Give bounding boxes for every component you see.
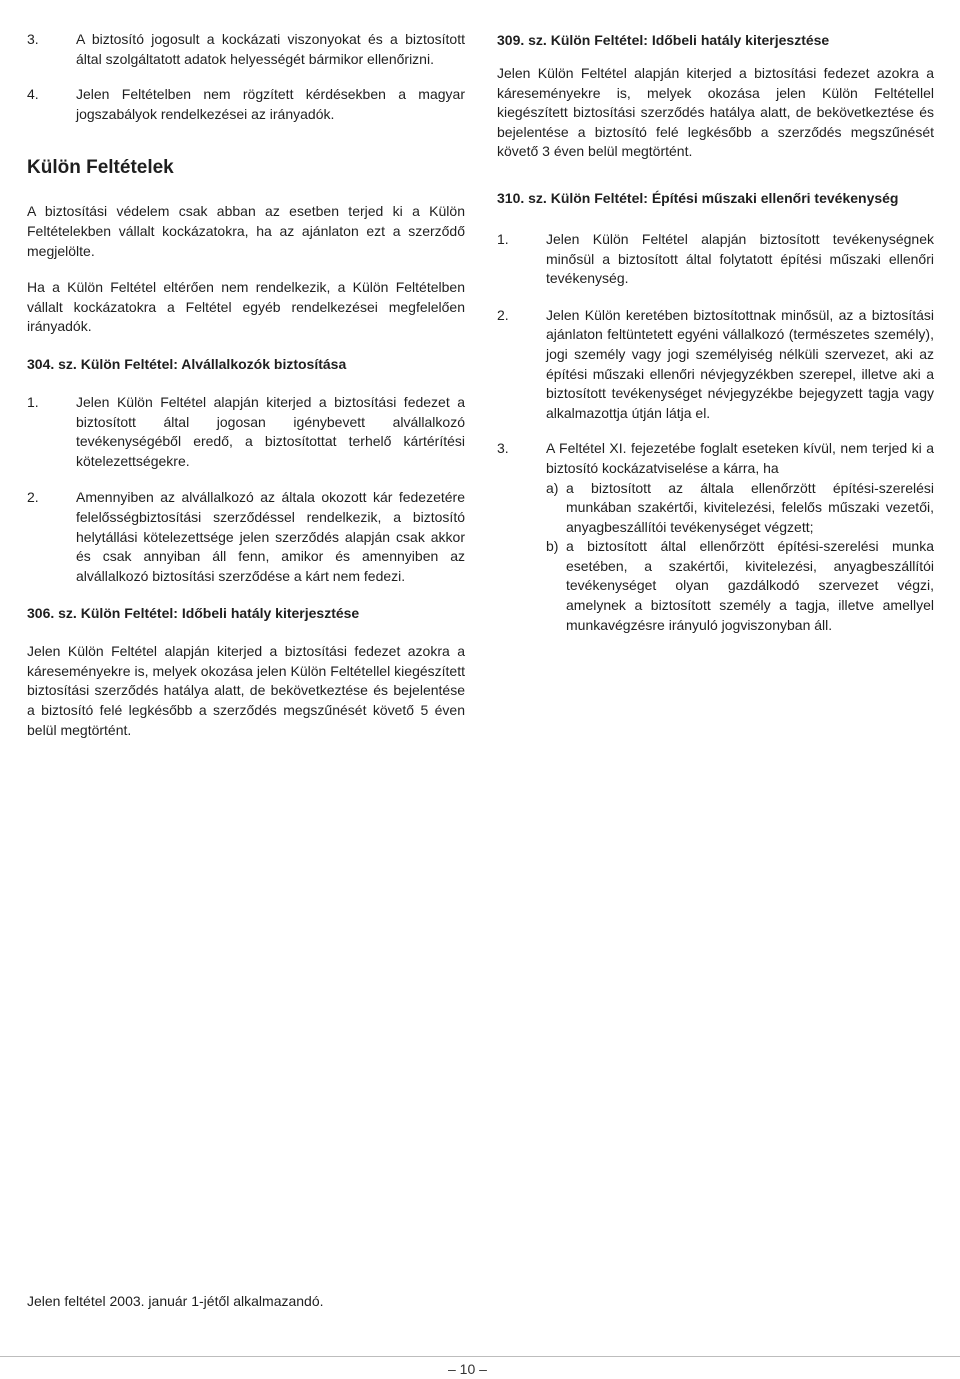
item-text: A biztosító jogosult a kockázati viszonyokat és a biztosított által szolgáltatott adatok helyességét bármikor ellenőrizni. [76, 31, 465, 67]
list-item [497, 306, 934, 424]
list-item [27, 488, 465, 586]
clause-title: 310. sz. Külön Feltétel: Építési műszaki ellenőri tevékenység [497, 189, 899, 206]
item-text: Jelen Külön keretében biztosítottnak minősül, az a biztosítási ajánlaton feltüntetett egyéni vállalkozó (természetes személy), jogi személy vagy jogi személyiség nélküli szervezet, aki az építési műszaki ellenőri névjegyzékben szerepel, illetve aki a biztosított tevékenységet névjegyzékbe bejegyzett tagja vagy alkalmazottja útján látja el. [546, 306, 934, 421]
right-column [497, 30, 934, 635]
sub-item [546, 479, 934, 538]
list-item [27, 393, 465, 471]
paragraph: Jelen Külön Feltétel alapján kiterjed a biztosítási fedezet azokra a káreseményekre is, melyek okozása jelen Külön Feltétellel kiegészített biztosítási szerződés hatálya alatt, de bekövetkeztése és bejelentése a biztosító felé legkésőbb a szerződés megszűnését követő 5 éven belül megtörtént. [27, 643, 465, 738]
page-number: – 10 – [448, 1361, 487, 1377]
sub-item-text: a biztosított által ellenőrzött építési-szerelési munka esetében, a szakértői, kivitelezési, anyagbeszállítói tevékenységet olyan gazdálkodó szervezet végzi, amelynek a biztosított személy a tagja, illetve amellyel munkavégzésre irányuló jogviszonyban áll. [566, 538, 934, 633]
item-number: 3. [27, 31, 39, 47]
footer-divider [0, 1356, 960, 1357]
item-number: 4. [27, 86, 39, 103]
item-number: 1. [497, 230, 509, 247]
item-body [546, 439, 934, 635]
list-item [27, 85, 465, 124]
paragraph: Ha a Külön Feltétel eltérően nem rendelkezik, a Külön Feltételben vállalt kockázatokra a Feltétel egyéb rendelkezései megfelelően irányadók. [27, 279, 465, 335]
clause-title: 306. sz. Külön Feltétel: Időbeli hatály kiterjesztése [27, 605, 360, 622]
list-item [497, 230, 934, 289]
item-text: Jelen Külön Feltétel alapján kiterjed a biztosítási fedezet a biztosított által jogosan igénybevett alvállalkozó tevékenységéből eredő, a biztosítottat terhelő kártérítési kötelezettségekre. [76, 393, 465, 469]
sub-item [546, 537, 934, 635]
item-number: 1. [27, 393, 39, 410]
paragraph: Jelen Külön Feltétel alapján kiterjed a biztosítási fedezet azokra a káreseményekre is, melyek okozása jelen Külön Feltétellel kiegészített biztosítási szerződés hatálya alatt, de bekövetkeztése és bejelentése a biztosító felé legkésőbb a szerződés megszűnését követő 3 éven belül megtörtént. [497, 65, 934, 160]
item-number: 3. [497, 440, 509, 457]
paragraph: A biztosítási védelem csak abban az esetben terjed ki a Külön Feltételekben vállalt kockázatokra, ha az ajánlaton ezt a szerződő megjelölte. [27, 203, 465, 259]
validity-note: Jelen feltétel 2003. január 1-jétől alkalmazandó. [27, 1293, 324, 1309]
item-text: Jelen Külön Feltétel alapján biztosított tevékenységnek minősül a biztosított által folytatott építési műszaki ellenőri tevékenység. [546, 230, 934, 287]
item-text: Jelen Feltételben nem rögzített kérdésekben a magyar jogszabályok rendelkezései az irányadók. [76, 86, 465, 122]
item-text: Amennyiben az alvállalkozó az általa okozott kár fedezetére felelősségbiztosítási szerződéssel rendelkezik, a biztosító helytállási kötelezettsége jelen szerződés alapján csak akkor és csak annyiban áll fenn, amikor és amennyiben az alvállalkozó biztosítási szerződése a kárt nem fedezi. [76, 489, 465, 584]
sub-item-text: a biztosított az általa ellenőrzött építési-szerelési munkában szakértői, kivitelezési, felelős műszaki vezetői, anyagbeszállítói tevékenységet végzett; [566, 479, 934, 535]
clause-title: 304. sz. Külön Feltétel: Alvállalkozók biztosítása [27, 355, 347, 372]
list-item [497, 439, 934, 635]
sub-item-label: b) [546, 538, 559, 555]
list-item [27, 30, 465, 69]
item-text: A Feltétel XI. fejezetébe foglalt eseteken kívül, nem terjed ki a biztosító kockázatviselése a kárra, ha [546, 440, 934, 476]
clause-title: 309. sz. Külön Feltétel: Időbeli hatály kiterjesztése [497, 32, 830, 48]
sub-item-label: a) [546, 479, 559, 496]
item-number: 2. [497, 306, 509, 323]
item-number: 2. [27, 489, 39, 506]
section-heading: Külön Feltételek [27, 157, 174, 179]
left-column [27, 30, 465, 740]
